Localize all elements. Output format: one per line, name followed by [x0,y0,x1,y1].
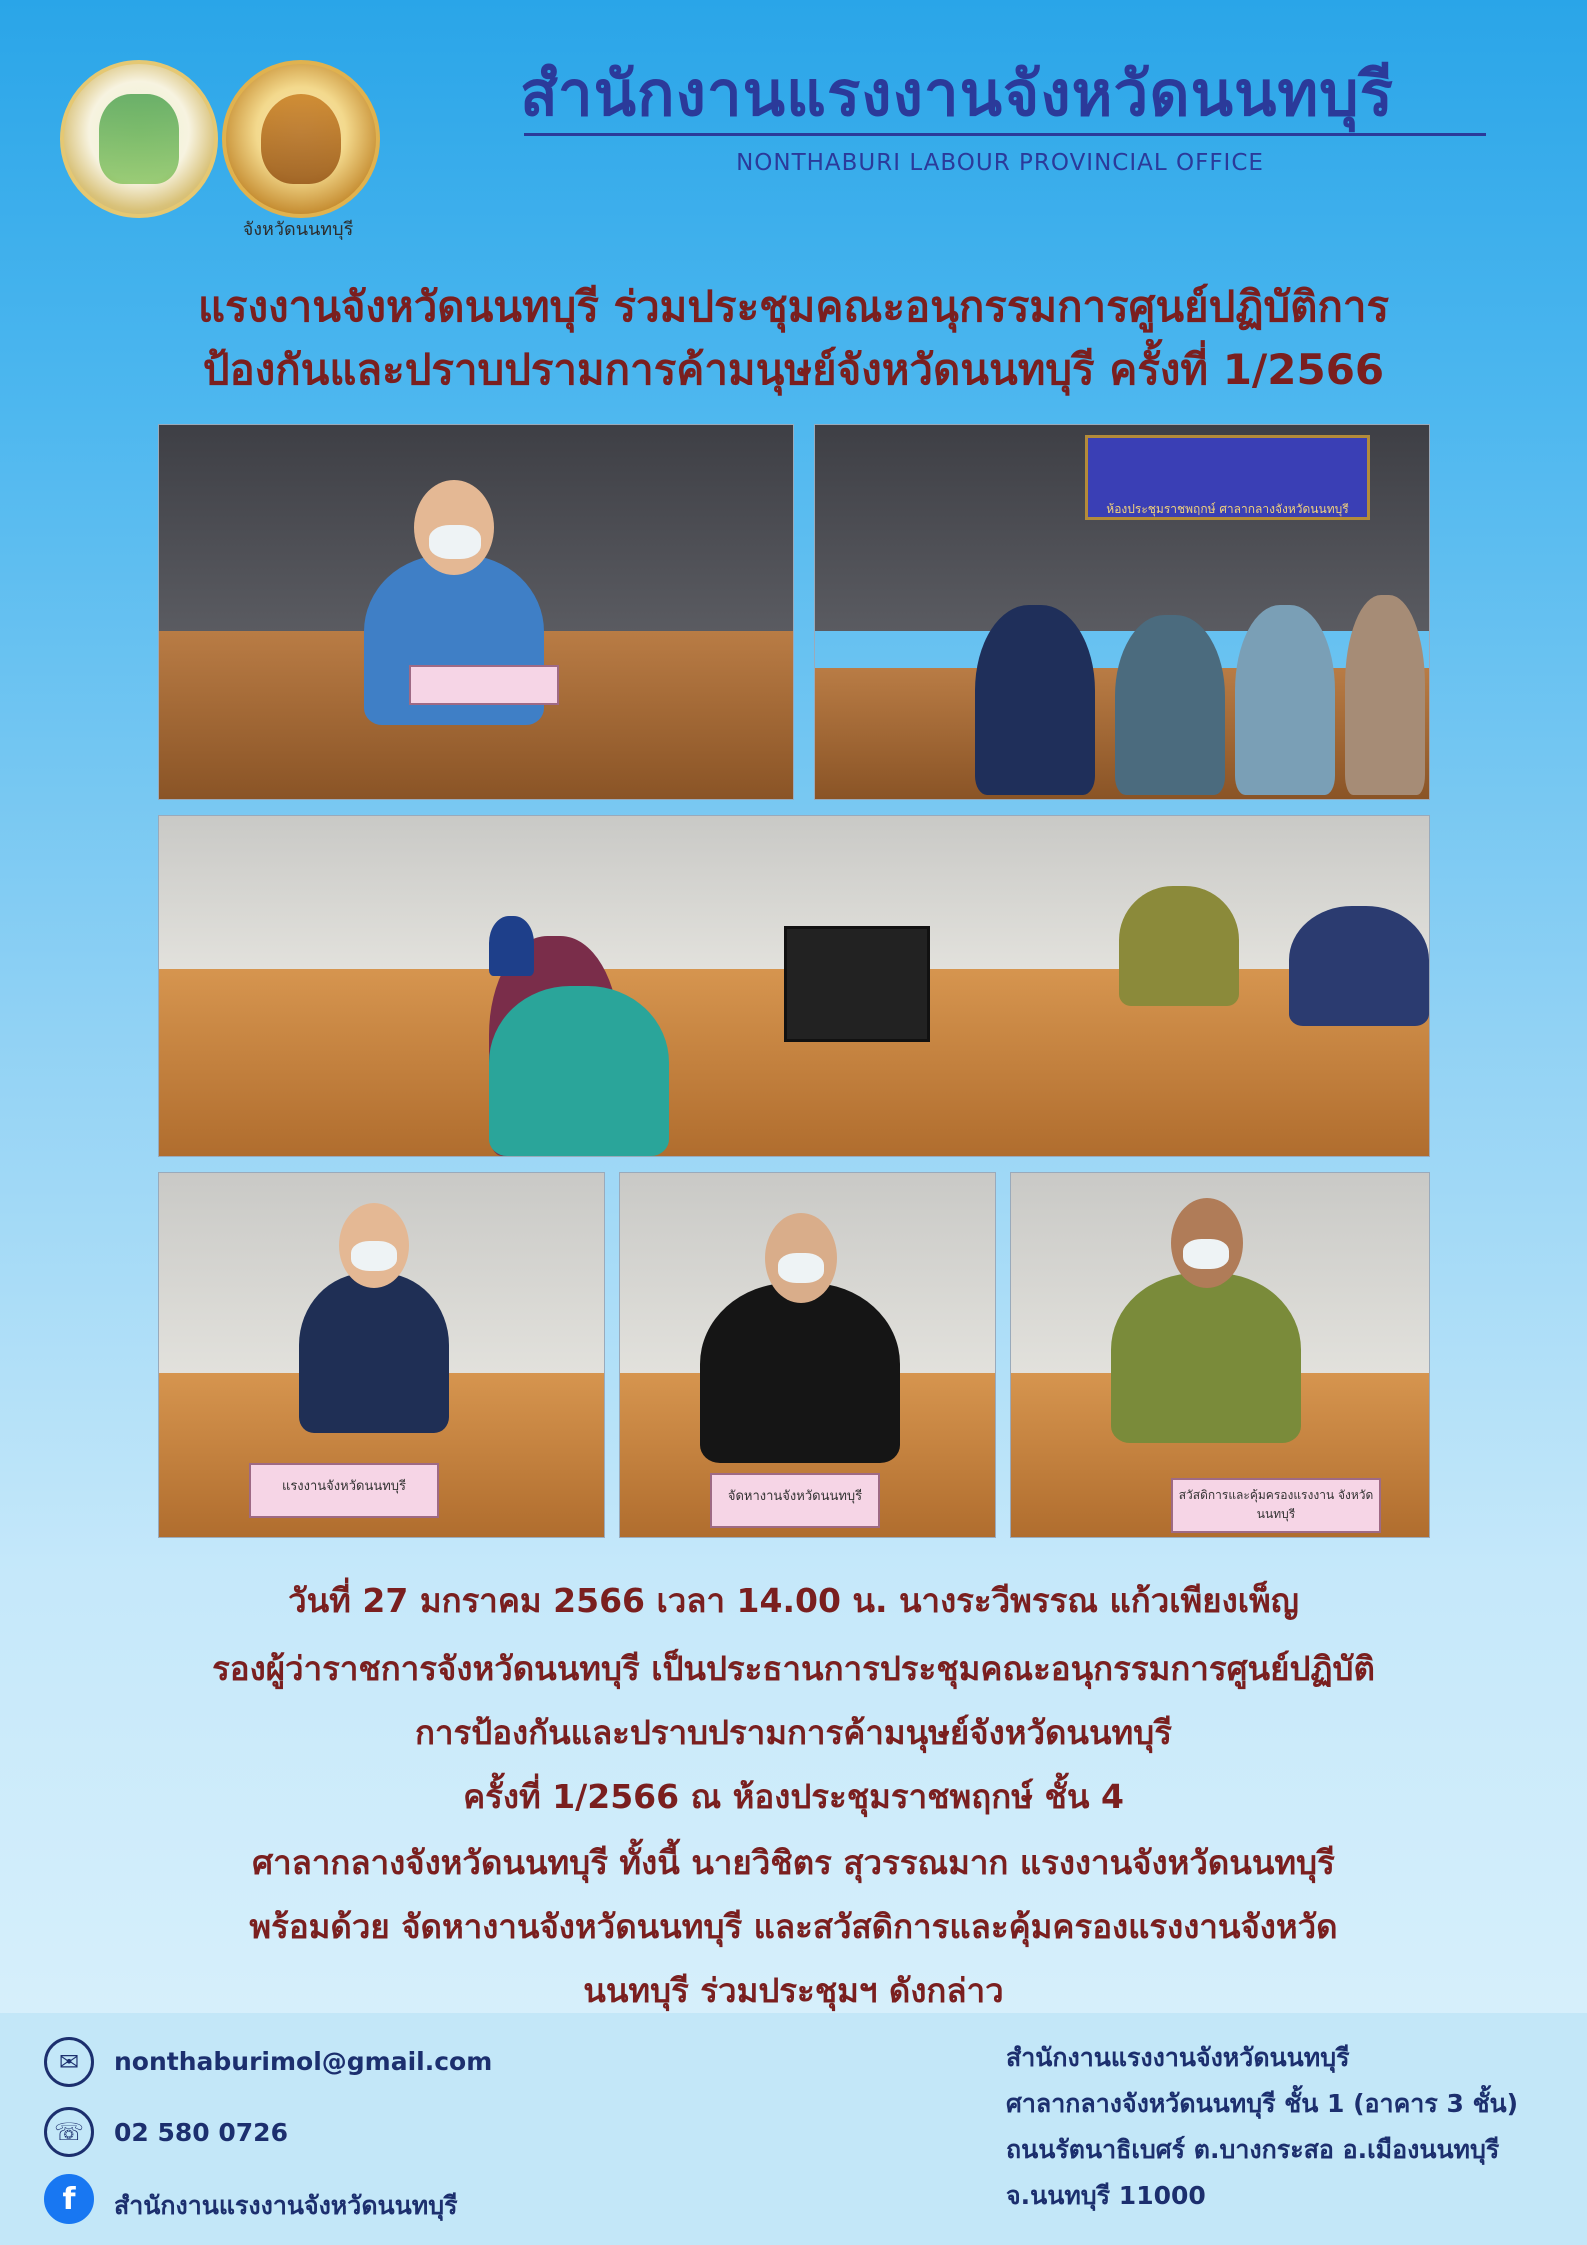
address-line-2: ศาลากลางจังหวัดนนทบุรี ชั้น 1 (อาคาร 3 ชั้น) [1006,2089,1519,2118]
address-line-1: สำนักงานแรงงานจังหวัดนนทบุรี [1006,2043,1350,2072]
chair-nameplate [409,665,559,705]
body-line-2: รองผู้ว่าราชการจังหวัดนนทบุรี เป็นประธานการประชุมคณะอนุกรรมการศูนย์ปฏิบัติ [212,1649,1375,1688]
photo-meeting-room [814,424,1430,800]
body-line-1: วันที่ 27 มกราคม 2566 เวลา 14.00 น. นางระวีพรรณ แก้วเพียงเพ็ญ [288,1581,1299,1620]
title-underline [524,133,1486,136]
body-line-5: ศาลากลางจังหวัดนนทบุรี ทั้งนี้ นายวิชิตร สุวรรณมาก แรงงานจังหวัดนนทบุรี [252,1843,1335,1882]
room-banner: ห้องประชุมราชพฤกษ์ ศาลากลางจังหวัดนนทบุรี [1085,435,1370,520]
address-line-4: จ.นนทบุรี 11000 [1006,2181,1206,2210]
headline-line-2: ป้องกันและปราบปรามการค้ามนุษย์จังหวัดนนทบุรี ครั้งที่ 1/2566 [202,345,1385,394]
nameplate-welfare: สวัสดิการและคุ้มครองแรงงาน จังหวัดนนทบุรี [1171,1478,1381,1533]
logo-caption: จังหวัดนนทบุรี [242,219,354,240]
photo-chairperson [158,424,794,800]
address-line-3: ถนนรัตนาธิเบศร์ ต.บางกระสอ อ.เมืองนนทบุรี [1006,2135,1500,2164]
org-name-thai: สำนักงานแรงงานจังหวัดนนทบุรี [520,57,1394,130]
photo-welfare-officer [1010,1172,1430,1538]
email-icon: ✉ [44,2037,94,2087]
photo-employment-officer [619,1172,996,1538]
org-name-english: NONTHABURI LABOUR PROVINCIAL OFFICE [736,150,1264,176]
body-line-7: นนทบุรี ร่วมประชุมฯ ดังกล่าว [583,1971,1004,2010]
body-line-4: ครั้งที่ 1/2566 ณ ห้องประชุมราชพฤกษ์ ชั้น 4 [463,1777,1124,1816]
footer-phone[interactable]: 02 580 0726 [114,2118,288,2147]
body-line-6: พร้อมด้วย จัดหางานจังหวัดนนทบุรี และสวัสดิการและคุ้มครองแรงงานจังหวัด [249,1907,1338,1946]
monitor [784,926,930,1042]
photo-labour-officer [158,1172,605,1538]
photo-wide-meeting [158,815,1430,1157]
body-line-3: การป้องกันและปราบปรามการค้ามนุษย์จังหวัดนนทบุรี [415,1713,1172,1752]
headline-line-1: แรงงานจังหวัดนนทบุรี ร่วมประชุมคณะอนุกรรมการศูนย์ปฏิบัติการ [197,282,1390,331]
ministry-of-labour-logo [60,60,218,218]
nameplate-employment: จัดหางานจังหวัดนนทบุรี [710,1473,880,1528]
phone-icon: ☏ [44,2107,94,2157]
nonthaburi-province-seal [222,60,380,218]
footer-facebook[interactable]: สำนักงานแรงงานจังหวัดนนทบุรี [114,2191,458,2220]
facebook-icon: f [44,2174,94,2224]
nameplate-labour: แรงงานจังหวัดนนทบุรี [249,1463,439,1518]
footer-email[interactable]: nonthaburimol@gmail.com [114,2047,493,2076]
